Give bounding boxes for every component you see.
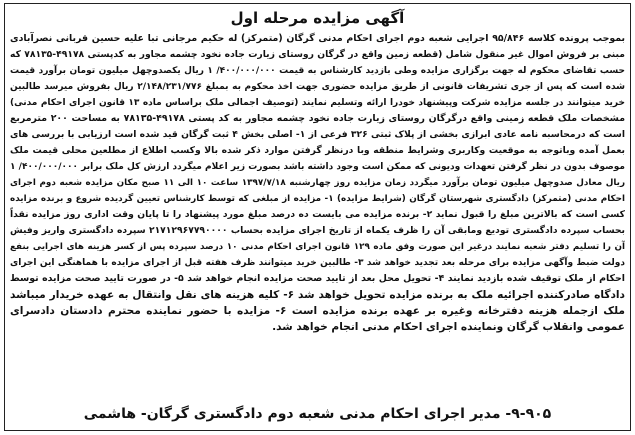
notice-line: حسب تقاضای محکوم له جهت برگزاری مزایده وطی بازدید کارشناس به قیمت ۴۰۰/۰۰۰/۰۰۰/ ۱ ریال یکصدوچهل میلیون تومان برآورد قیمت: [10, 66, 625, 76]
auction-notice: [4, 3, 631, 431]
notice-line: کسی است که بالاترین مبلغ را قبول نماید ۲- برنده مزایده می بایست ده درصد مبلغ مورد پیشنهاد را تا پایان وقت اداری روز مزایده نقداً: [10, 209, 625, 220]
notice-line: بعمل آمده وباتوجه به موقعیت وکاربری وشرایط منطقه وبا درنظر گرفتن موارد ذکر شده بالا وکسب اطلاع از مطلعین محلی قیمت ملک: [10, 145, 625, 156]
notice-line: ملک ازجمله هزینه دفترخانه وغیره بر عهده برنده مزایده است ۶- مزایده با حضور نماینده محترم دادستان دادسرای: [10, 305, 625, 317]
notice-footer: ۹-۹۰۵- مدیر اجرای احکام مدنی شعبه دوم دادگستری گرگان- هاشمی: [83, 406, 552, 422]
notice-line: مبنی بر فروش اموال غیر منقول شامل (قطعه زمین واقع در گرگان روستای زیارت جاده نخود چشمه مجاور به کدپستی ۴۹۱۷۸-۷۸۱۳۵ که: [10, 49, 625, 60]
notice-line: ریال معادل صدوچهل میلیون تومان برآورد میگردد زمان مزایده روز چهارشنبه ۱۳۹۷/۷/۱۸ ساعت ۱۰ الی ۱۱ صبح مکان مزایده شعبه دوم اجرای: [10, 178, 625, 188]
notice-line: احکام مدنی (متمرکز) دادگستری شهرستان گرگان (شرایط مزایده) ۱- مزایده از مبلغی که توسط کارشناس تعیین گردیده شروع و برنده مزایده: [10, 194, 625, 204]
notice-line: دادگاه صادرکننده اجرائیه ملک به برنده مزایده تحویل خواهد شد ۶- کلیه هزینه های نقل وانتقال به عهده خریدار میباشد: [10, 289, 625, 301]
notice-line: مشخصات ملک قطعه زمینی واقع درگرگان روستای زیارت جاده نخود چشمه مجاور به کد پستی ۴۹۱۷۸-۷۸۱۳۵ به مساحت ۲۰۰ مترمربع: [10, 113, 625, 124]
notice-line: شده است که پس از جری تشریفات قانونی از طریق مزایده حضوری جهت اخذ محکوم به بمبلغ ۲/۱۴۸/۲۳۱/۷۷۶ ریال بفروش میرسد طالبین: [10, 82, 625, 92]
notice-body: [10, 31, 625, 383]
notice-line: بموجب پرونده کلاسه ۹۵/۸۴۶ اجرایی شعبه دوم اجرای احکام مدنی گرگان (متمرکز) له حکیم مرجانی تبا علیه حسین قربانی نصرآبادی: [10, 33, 625, 44]
notice-line: آن را تسلیم دفتر شعبه نمایند درغیر این صورت وفق ماده ۱۲۹ قانون اجرای احکام مدنی ۱۰ درصد سپرده پس از کسر هزینه های اجرایی بنفع: [10, 242, 625, 252]
notice-line: بحساب سپرده دادگستری تودیع ومابقی آن را ظرف یکماه از تاریخ اجرای مزایده بحساب ۲۱۷۱۲۹۶۷۷۹۰۰۰۰ سپرده دادگستری واریز وفیش: [10, 225, 625, 236]
notice-line: احکام از ملک توقیف شده بازدید نمایند ۴- تحویل محل بعد از تایید صحت مزایده انجام خواهد شد ۵- در صورت تایید صحت مزایده توسط: [10, 273, 625, 284]
notice-line: خرید میتوانند در جلسه مزایده شرکت وپیشنهاد خودرا ارائه وتسلیم نمایند (توصیف اجمالی ملک براساس ماده ۱۳ قانون اجرای احکام مدنی): [10, 98, 625, 108]
notice-line: موصوف بدون در نظر گرفتن تعهدات ودیونی که ممکن است وجود داشته باشد بصورت زیر اعلام میگردد ارزش کل ملک برابر ۴۰۰/۰۰۰/۰۰۰/ ۱: [10, 162, 625, 172]
notice-line: است که درمحاسبه نامه عادی ابرازی بخشی از پلاک ثبتی ۳۲۶ فرعی از ۱- اصلی بخش ۴ ثبت گرگان قید شده است ارزیابی با بررسی های: [10, 129, 625, 140]
notice-title: آگهی مزایده مرحله اول: [230, 9, 405, 27]
notice-line: دولت ضبط وآگهی مزایده برای مرحله بعد تجدید خواهد شد ۳- طالبین خرید میتوانند ظرف هفته قبل از اجرای مزایده با هماهنگی این اجرای: [10, 258, 625, 268]
notice-line: عمومی وانقلاب گرگان ونماینده اجرای احکام مدنی انجام خواهد شد.: [272, 321, 625, 333]
